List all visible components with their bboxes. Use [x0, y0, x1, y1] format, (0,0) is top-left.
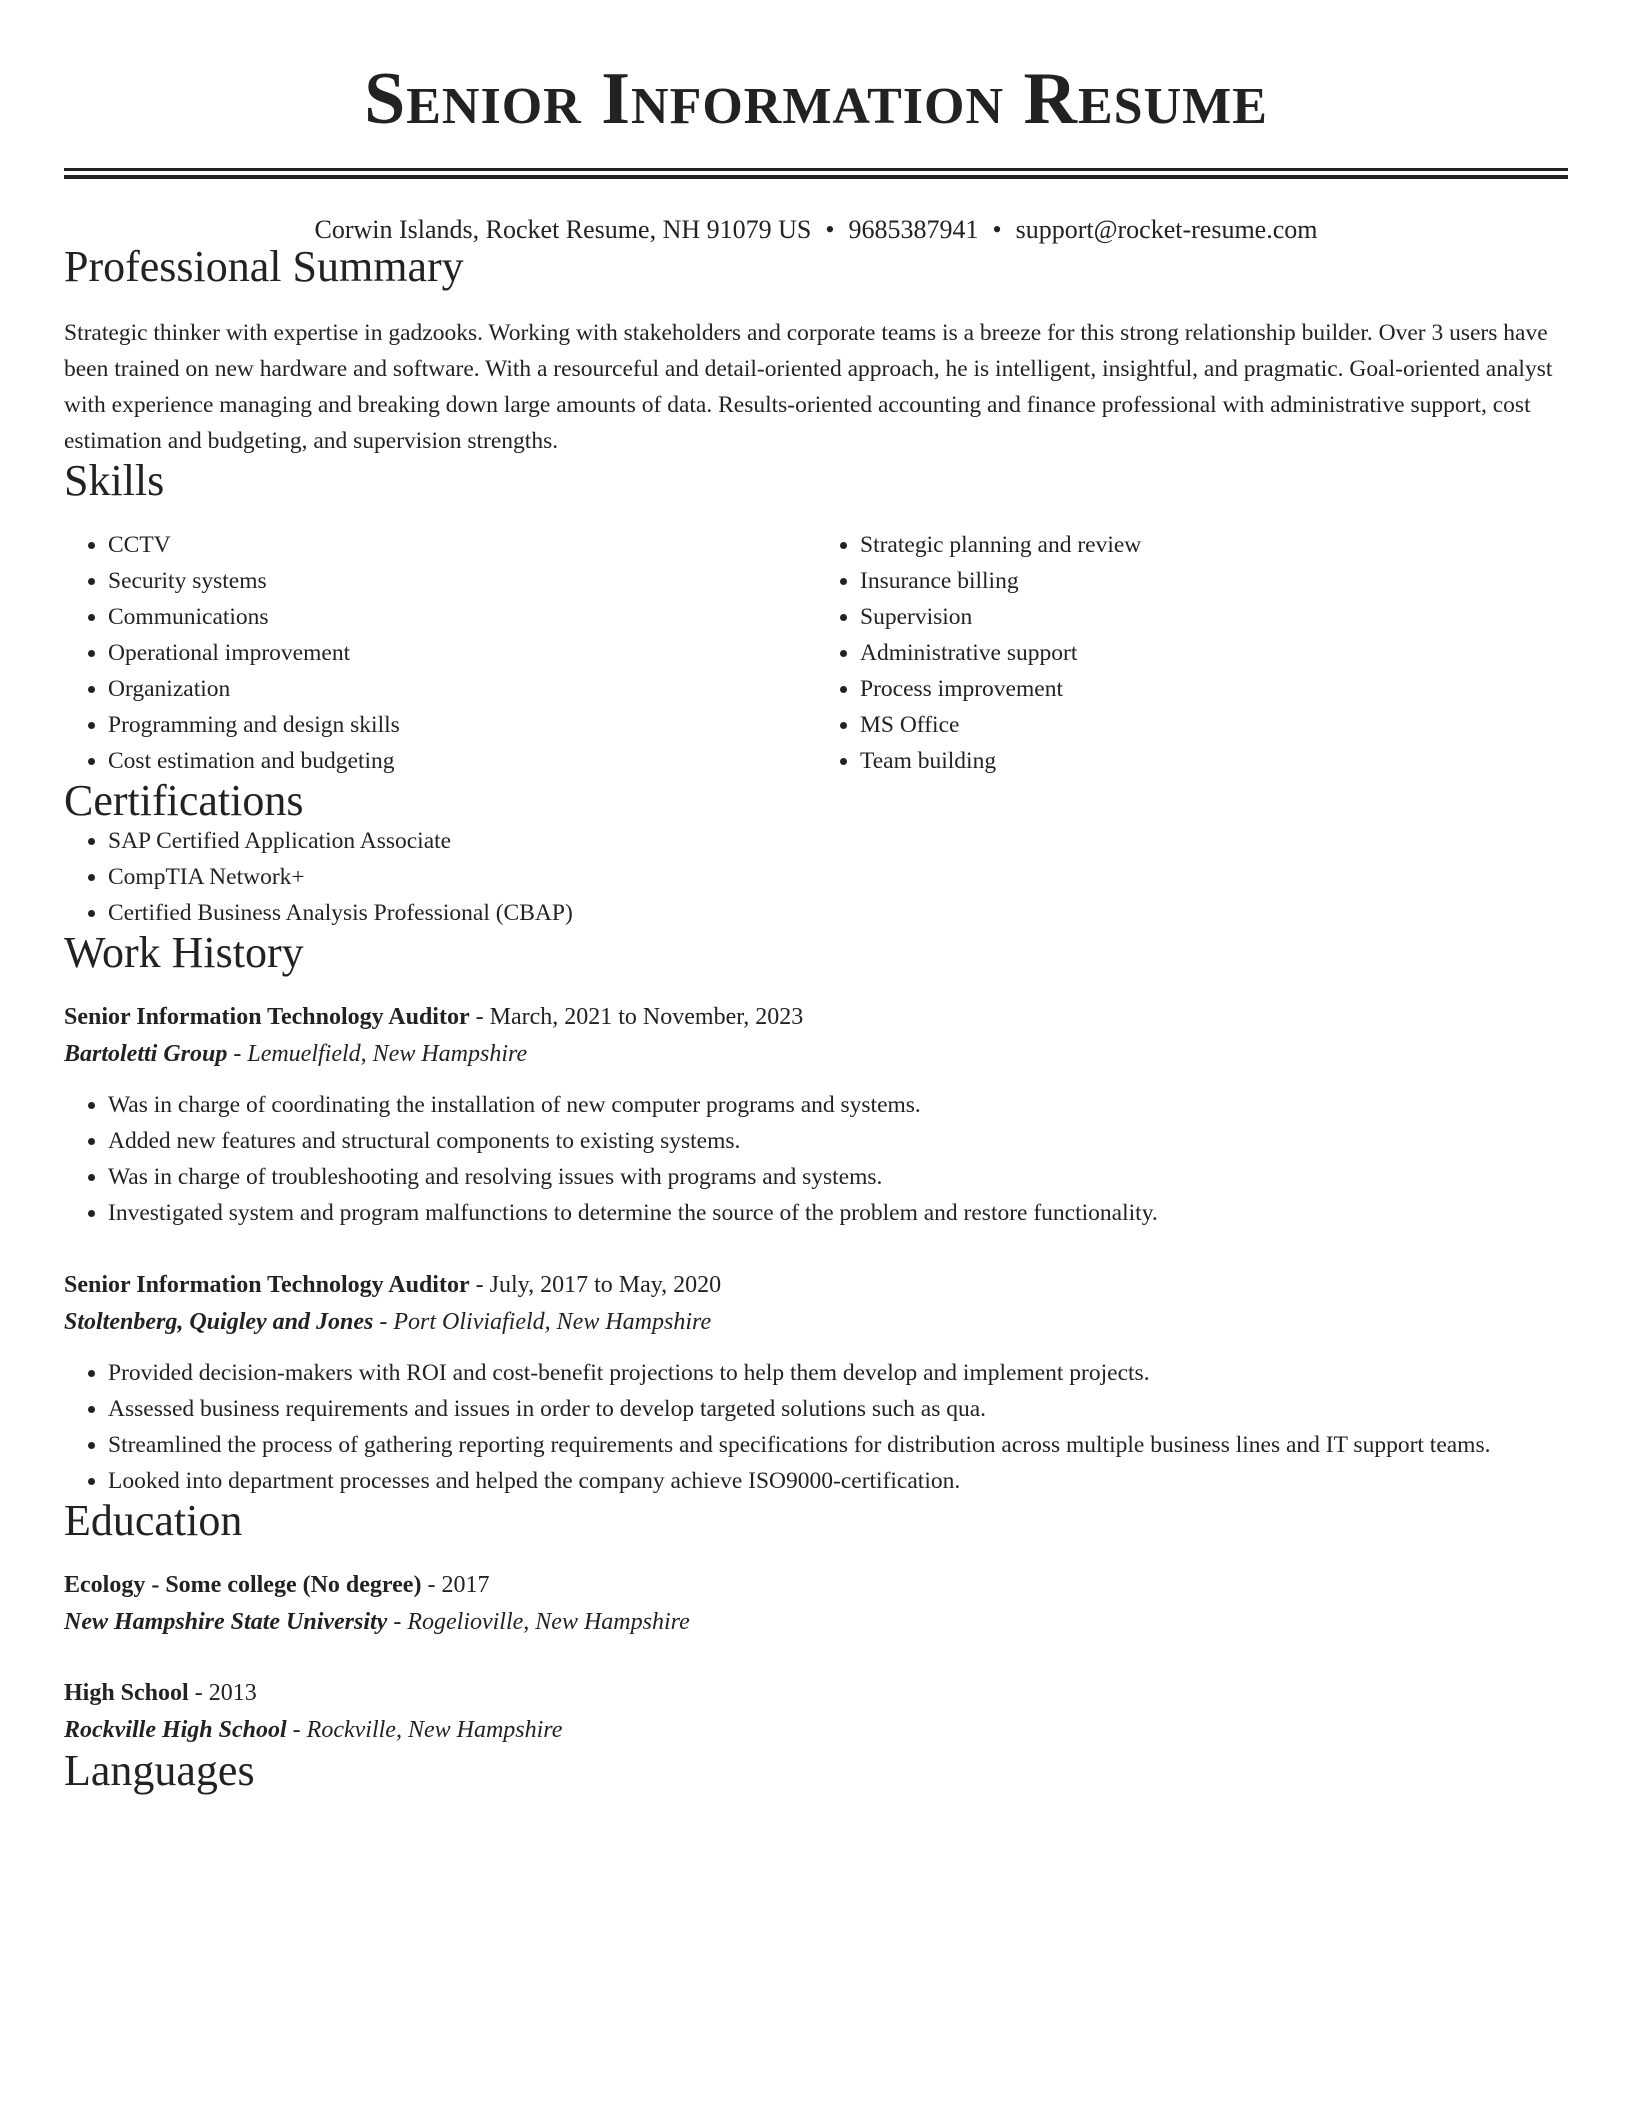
job-dates: - July, 2017 to May, 2020: [469, 1272, 722, 1298]
job-duty: • Investigated system and program malfunctions to determine the source of the problem and restore functionality.: [108, 1195, 1568, 1231]
education-entry: [64, 1567, 1568, 1641]
contact-phone: 9685387941: [848, 215, 979, 244]
skill-item: • Programming and design skills: [108, 707, 816, 743]
certifications-heading: Certifications: [64, 776, 304, 825]
summary-text: Strategic thinker with expertise in gadzooks. Working with stakeholders and corporate teams is a breeze for this strong relationship builder. Over 3 users have been trained on new hardware and software. With a resourceful and detail-oriented approach, he is intelligent, insightful, and pragmatic. Goal-oriented analyst with experience managing and breaking down large amounts of data. Results-oriented accounting and finance professional with administrative support, cost estimation and budgeting, and supervision strengths.: [64, 320, 1553, 454]
title-divider-top: [64, 168, 1568, 171]
job-duties-list: [64, 1087, 1568, 1231]
employer-line: [64, 1303, 1568, 1341]
job-duty: • Assessed business requirements and issues in order to develop targeted solutions such as qua.: [108, 1391, 1568, 1427]
school-name: New Hampshire State University: [64, 1609, 388, 1635]
job-duty: • Looked into department processes and helped the company achieve ISO9000-certification.: [108, 1463, 1568, 1499]
school-line: [64, 1603, 1568, 1641]
skill-item: • Security systems: [108, 563, 816, 599]
job-entry: [64, 999, 1568, 1231]
degree-year: - 2013: [188, 1680, 257, 1706]
summary-heading: Professional Summary: [64, 242, 464, 291]
skill-item: • CCTV: [108, 527, 816, 563]
skill-item: • MS Office: [860, 707, 1568, 743]
education-heading: Education: [64, 1496, 243, 1545]
school-line: [64, 1711, 1568, 1749]
contact-address: Corwin Islands, Rocket Resume, NH 91079 US: [314, 215, 812, 244]
job-title: Senior Information Technology Auditor: [64, 1272, 470, 1298]
job-duty: • Added new features and structural components to existing systems.: [108, 1123, 1568, 1159]
job-duties-list: [64, 1355, 1568, 1499]
certification-item: • CompTIA Network+: [108, 859, 1568, 895]
skills-right-column: [816, 527, 1568, 779]
employer-line: [64, 1035, 1568, 1073]
resume-title: Senior Information Resume: [364, 58, 1268, 140]
employer-name: Stoltenberg, Quigley and Jones: [64, 1309, 374, 1335]
degree-line: [64, 1675, 1568, 1711]
employer-location: - Port Oliviafield, New Hampshire: [373, 1309, 712, 1335]
job-title-line: [64, 999, 1568, 1035]
contact-line: [64, 215, 1568, 245]
employer-location: - Lemuelfield, New Hampshire: [227, 1041, 528, 1067]
degree-year: - 2017: [421, 1572, 490, 1598]
skills-heading: Skills: [64, 456, 165, 505]
skill-item: • Team building: [860, 743, 1568, 779]
skill-item: • Insurance billing: [860, 563, 1568, 599]
contact-email: support@rocket-resume.com: [1015, 215, 1318, 244]
job-title: Senior Information Technology Auditor: [64, 1004, 470, 1030]
job-duty: • Was in charge of coordinating the installation of new computer programs and systems.: [108, 1087, 1568, 1123]
degree-name: Ecology - Some college (No degree): [64, 1572, 422, 1598]
school-location: - Rogelioville, New Hampshire: [387, 1609, 690, 1635]
certification-item: • Certified Business Analysis Professional (CBAP): [108, 895, 1568, 931]
employer-name: Bartoletti Group: [64, 1041, 228, 1067]
degree-name: High School: [64, 1680, 189, 1706]
job-duty: • Was in charge of troubleshooting and resolving issues with programs and systems.: [108, 1159, 1568, 1195]
skill-item: • Process improvement: [860, 671, 1568, 707]
degree-line: [64, 1567, 1568, 1603]
skill-item: • Strategic planning and review: [860, 527, 1568, 563]
job-entry: [64, 1267, 1568, 1499]
skill-item: • Operational improvement: [108, 635, 816, 671]
school-name: Rockville High School: [64, 1717, 287, 1743]
skills-columns: [64, 527, 1568, 779]
languages-heading: Languages: [64, 1746, 255, 1795]
job-duty: • Provided decision-makers with ROI and cost-benefit projections to help them develop and implement projects.: [108, 1355, 1568, 1391]
title-divider-bottom: [64, 175, 1568, 179]
skill-item: • Supervision: [860, 599, 1568, 635]
education-entry: [64, 1675, 1568, 1749]
skill-item: • Communications: [108, 599, 816, 635]
contact-separator: •: [825, 215, 835, 244]
job-duty: • Streamlined the process of gathering reporting requirements and specifications for distribution across multiple business lines and IT support teams.: [108, 1427, 1568, 1463]
certification-item: • SAP Certified Application Associate: [108, 823, 1568, 859]
contact-separator: •: [992, 215, 1002, 244]
work-history-heading: Work History: [64, 928, 304, 977]
job-dates: - March, 2021 to November, 2023: [469, 1004, 804, 1030]
school-location: - Rockville, New Hampshire: [286, 1717, 563, 1743]
skill-item: • Cost estimation and budgeting: [108, 743, 816, 779]
skill-item: • Organization: [108, 671, 816, 707]
skills-left-column: [64, 527, 816, 779]
job-title-line: [64, 1267, 1568, 1303]
certifications-list: [64, 823, 1568, 931]
skill-item: • Administrative support: [860, 635, 1568, 671]
